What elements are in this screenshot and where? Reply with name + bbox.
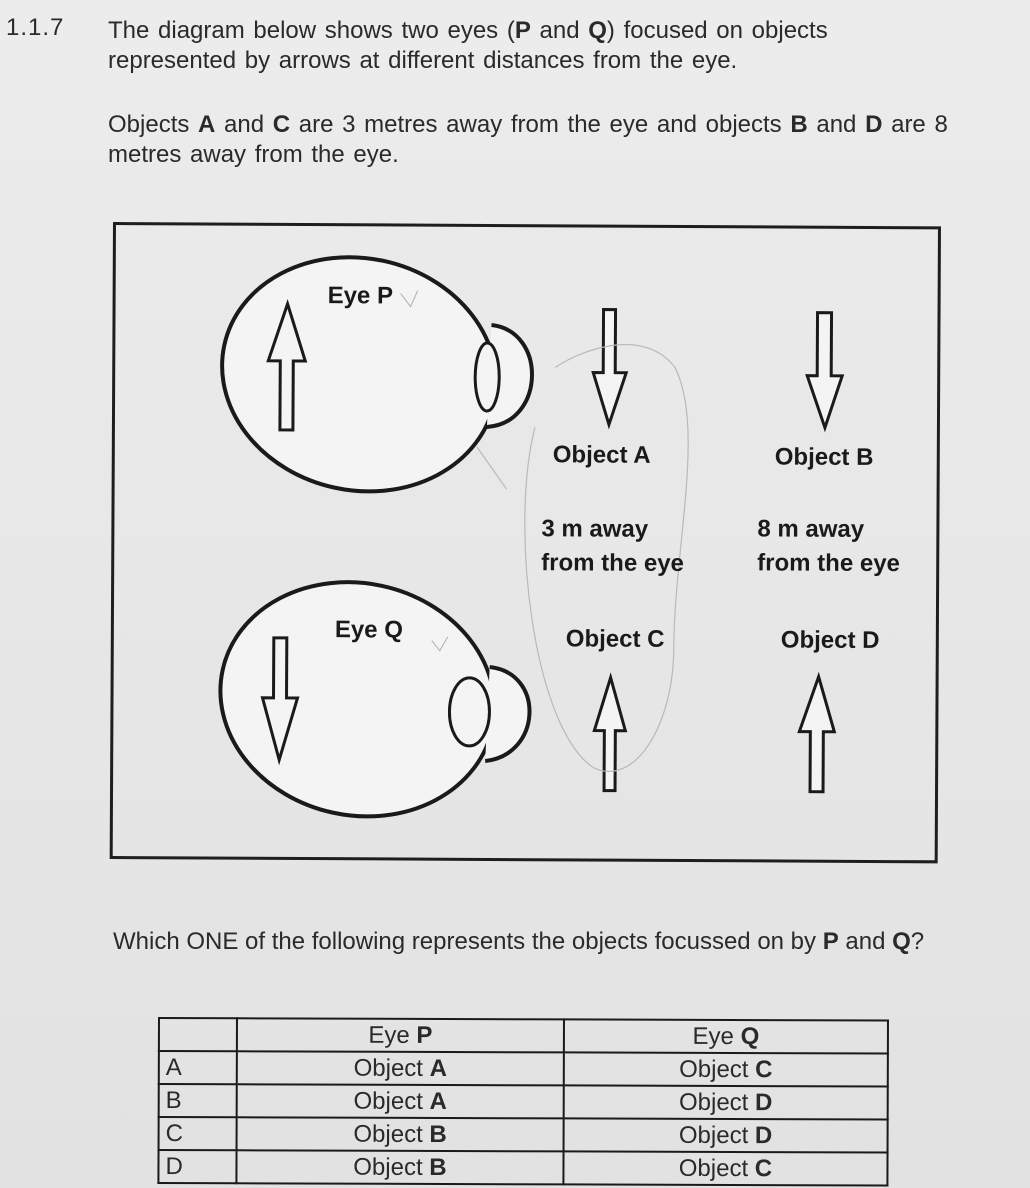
eye-p-drawing (199, 231, 532, 517)
option-row-d[interactable] (158, 1150, 887, 1186)
option-key[interactable]: B (159, 1084, 237, 1117)
option-eye-q-cell: Object D (564, 1118, 888, 1152)
option-row-a[interactable] (159, 1051, 888, 1087)
near-distance-line1: 3 m away (541, 515, 649, 543)
object-c-label: Object C (565, 625, 665, 653)
option-key[interactable]: C (159, 1117, 237, 1150)
question-prompt: Which ONE of the following represents the objects focussed on by P and Q? (113, 928, 925, 955)
object-a-label: Object A (552, 441, 651, 469)
near-distance-line2: from the eye (541, 549, 685, 577)
eye-q-drawing (198, 556, 531, 842)
object-b-label: Object B (774, 443, 874, 471)
option-row-c[interactable] (159, 1117, 888, 1153)
option-key[interactable]: A (159, 1051, 237, 1084)
option-eye-q-cell: Object C (563, 1151, 887, 1185)
header-blank-cell (159, 1018, 237, 1051)
eye-diagram (110, 222, 941, 863)
far-distance-line1: 8 m away (757, 515, 865, 543)
eye-p-label: Eye P (327, 282, 394, 310)
option-eye-p-cell: Object B (236, 1150, 563, 1184)
question-number: 1.1.7 (6, 14, 65, 41)
distance-paragraph: Objects A and C are 3 metres away from the eye and objects B and D are 8 metres away from the eye. (108, 111, 948, 168)
intro-paragraph: The diagram below shows two eyes (P and Q) focused on objects represented by arrows at different distances from the eye. (108, 17, 828, 74)
option-eye-p-cell: Object B (237, 1117, 564, 1151)
option-key[interactable]: D (158, 1150, 236, 1183)
option-eye-p-cell: Object A (237, 1084, 564, 1118)
option-eye-q-cell: Object D (564, 1085, 888, 1119)
object-d-label: Object D (780, 626, 880, 655)
object-a-arrow (593, 310, 627, 425)
header-eye-q: Eye Q (564, 1019, 888, 1053)
eye-q-label: Eye Q (334, 616, 403, 644)
header-eye-p: Eye P (237, 1018, 564, 1052)
option-eye-q-cell: Object C (564, 1052, 888, 1086)
option-row-b[interactable] (159, 1084, 888, 1120)
table-header-row (159, 1018, 888, 1054)
object-b-arrow (807, 313, 843, 428)
answer-options-table (157, 1017, 889, 1187)
object-d-arrow (799, 677, 835, 792)
object-c-arrow (594, 678, 626, 791)
far-distance-line2: from the eye (757, 549, 901, 578)
option-eye-p-cell: Object A (237, 1051, 564, 1085)
